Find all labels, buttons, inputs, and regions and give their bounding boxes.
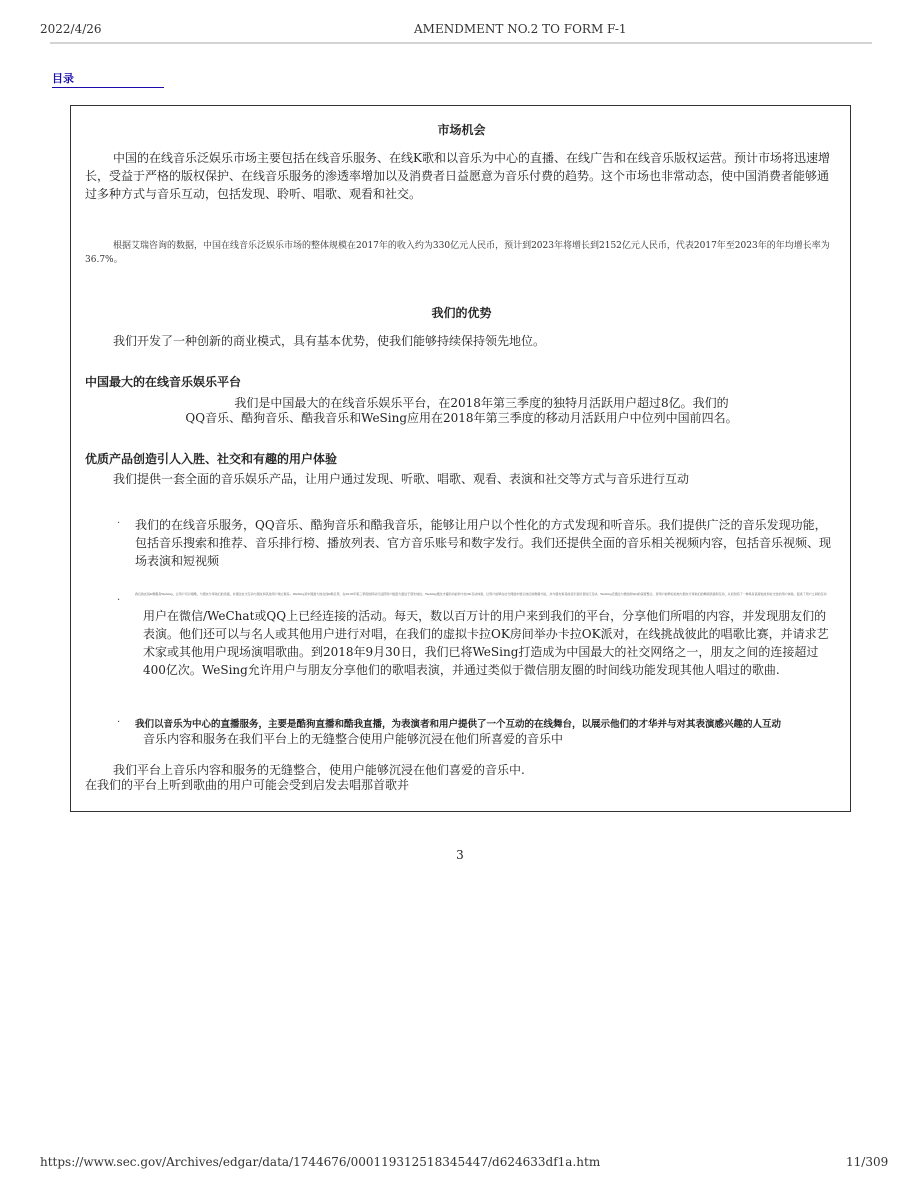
content-box <box>70 105 851 812</box>
bullet-marker-2: · <box>117 595 121 606</box>
advantage-paragraph: 我们开发了一种创新的商业模式，具有基本优势，使我们能够持续保持领先地位。 <box>113 334 546 348</box>
market-heading: 市场机会 <box>437 123 486 137</box>
footer-page-count: 11/309 <box>846 1155 889 1169</box>
toc-link[interactable]: 目录 <box>52 70 164 88</box>
bullet-marker-3: · <box>117 717 121 728</box>
bullet-karaoke-body: 用户在微信/WeChat或QQ上已经连接的活动。每天，数以百万计的用户来到我们的平台，分享他们所唱的内容，并发现朋友们的表演。他们还可以与名人或其他用户进行对唱，在我们的虚拟卡拉OK房间举办卡拉OK派对，在线挑战彼此的唱歌比赛，并请求艺术家或其他用户现场演唱歌曲。到2018年9月30日，我们已将WeSing打造成为中国最大的社交网络之一，朋友之间的连接超过400亿次。WeSing允许用户与朋友分享他们的歌唱表演，并通过类似于微信朋友圈的时间线功能发现其他人唱过的歌曲. <box>143 609 829 677</box>
closing-paragraph-1: 我们平台上音乐内容和服务的无缝整合，使用户能够沉浸在他们喜爱的音乐中. <box>113 763 525 777</box>
market-paragraph-2: 根据艾瑞咨询的数据，中国在线音乐泛娱乐市场的整体规模在2017年的收入约为330亿元人民币，预计到2023年将增长到2152亿元人民币，代表2017年至2023年的年均增长率为36.7%。 <box>85 241 830 265</box>
largest-platform-line-1: 我们是中国最大的在线音乐娱乐平台，在2018年第三季度的独特月活跃用户超过8亿。我们的 <box>234 396 729 410</box>
market-paragraph-1: 中国的在线音乐泛娱乐市场主要包括在线音乐服务、在线K歌和以音乐为中心的直播、在线广告和在线音乐版权运营。预计市场将迅速增长，受益于严格的版权保护、在线音乐服务的渗透率增加以及消费者日益愿意为音乐付费的趋势。这个市场也非常动态，使中国消费者能够通过多种方式与音乐互动，包括发现、聆听、唱歌、观看和社交。 <box>85 151 830 201</box>
closing-paragraph-2: 在我们的平台上听到歌曲的用户可能会受到启发去唱那首歌并 <box>85 778 410 792</box>
quality-products-heading: 优质产品创造引人入胜、社交和有趣的用户体验 <box>85 452 338 466</box>
footer-url[interactable]: https://www.sec.gov/Archives/edgar/data/1744676/000119312518345447/d624633df1a.htm <box>40 1155 601 1169</box>
header-date: 2022/4/26 <box>40 22 102 36</box>
quality-products-paragraph: 我们提供一套全面的音乐娱乐产品，让用户通过发现、听歌、唱歌、观看、表演和社交等方式与音乐进行互动 <box>113 472 690 486</box>
largest-platform-line-2: QQ音乐、酷狗音乐、酷我音乐和WeSing应用在2018年第三季度的移动月活跃用户中位列中国前四名。 <box>185 411 738 425</box>
header-title: AMENDMENT NO.2 TO FORM F-1 <box>414 22 627 36</box>
bullet-karaoke-fine-print: 我们的在线K歌服务WeSing，让用户可以唱歌，与朋友分享他们的表演，并通过社交互动与朋友和其他用户建立联系。WeSing是中国最大的在线K歌应用，在2018年第三季度的移动月活跃用户数量方面处于领先地位。WeSing通过丰富的功能和卡拉OK互动体验，让用户能够在社交网络中展示他们的歌唱才能，并与朋友和其他音乐爱好者进行互动。WeSing还通过与微信和QQ的深度整合，使用户能够轻松地与朋友分享他们的歌唱表演和互动，从而创造了一种具有高度粘性和社交性的用户体验，促进了用户之间的互动 <box>135 592 827 596</box>
page-number: 3 <box>456 848 464 862</box>
bullet-music-services: 我们的在线音乐服务，QQ音乐、酷狗音乐和酷我音乐，能够让用户以个性化的方式发现和听音乐。我们提供广泛的音乐发现功能，包括音乐搜索和推荐、音乐排行榜、播放列表、官方音乐账号和数字发行。我们还提供全面的音乐相关视频内容，包括音乐视频、现场表演和短视频 <box>135 518 832 568</box>
header-divider <box>50 42 872 44</box>
bullet-live-streaming: 我们以音乐为中心的直播服务，主要是酷狗直播和酷我直播，为表演者和用户提供了一个互动的在线舞台，以展示他们的才华并与对其表演感兴趣的人互动 <box>135 719 782 730</box>
largest-platform-heading: 中国最大的在线音乐娱乐平台 <box>85 375 242 389</box>
advantage-heading: 我们的优势 <box>431 306 492 320</box>
bullet-live-streaming-body: 音乐内容和服务在我们平台上的无缝整合使用户能够沉浸在他们所喜爱的音乐中 <box>143 732 564 746</box>
bullet-marker-1: · <box>117 518 121 529</box>
